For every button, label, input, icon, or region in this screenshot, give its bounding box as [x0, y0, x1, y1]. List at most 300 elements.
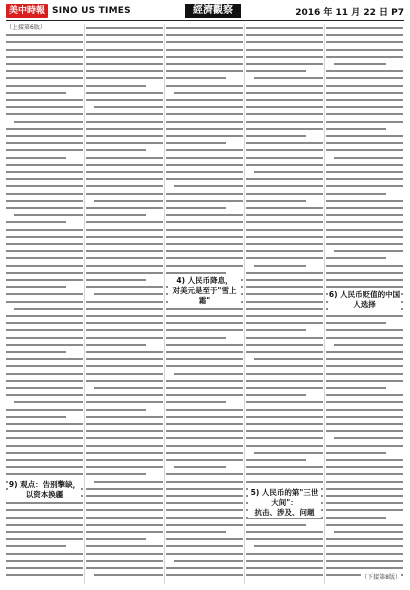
- text-line: [246, 293, 323, 295]
- text-line: [326, 387, 386, 389]
- text-line: [86, 380, 163, 382]
- text-line: [86, 459, 163, 461]
- text-line: [326, 185, 403, 187]
- text-line: [86, 473, 146, 475]
- text-line: [166, 243, 243, 245]
- text-line: [94, 574, 163, 576]
- text-line: [166, 221, 243, 223]
- text-line: [6, 394, 83, 396]
- article-column-3: [166, 24, 243, 584]
- text-line: [86, 128, 163, 130]
- text-line: [6, 286, 66, 288]
- text-line: [326, 99, 403, 101]
- text-line: [6, 358, 83, 360]
- text-line: [246, 121, 323, 123]
- text-line: [166, 250, 243, 252]
- masthead-rule: [6, 20, 404, 21]
- text-line: [6, 157, 66, 159]
- text-line: [6, 164, 83, 166]
- text-line: [166, 164, 243, 166]
- text-line: [326, 214, 403, 216]
- text-line: [6, 243, 83, 245]
- text-line: [326, 200, 403, 202]
- text-line: [86, 157, 163, 159]
- text-line: [246, 416, 323, 418]
- text-line: [86, 394, 163, 396]
- text-line: [6, 553, 83, 555]
- text-line: [246, 560, 323, 562]
- text-line: [326, 279, 403, 281]
- text-line: [326, 77, 403, 79]
- text-line: [6, 257, 83, 259]
- text-line: [246, 214, 323, 216]
- text-line: [254, 452, 323, 454]
- text-line: [94, 481, 163, 483]
- text-line: [166, 524, 243, 526]
- text-line: [86, 142, 163, 144]
- text-line: [86, 85, 146, 87]
- text-line: [86, 495, 163, 497]
- text-line: [326, 207, 403, 209]
- text-line: [86, 70, 163, 72]
- text-line: [86, 243, 163, 245]
- text-line: [6, 466, 83, 468]
- text-line: [334, 157, 403, 159]
- brand: [6, 4, 131, 18]
- text-line: [6, 178, 83, 180]
- text-line: [6, 545, 66, 547]
- article-column-1: [6, 24, 83, 584]
- text-line: [6, 193, 83, 195]
- text-line: [6, 265, 83, 267]
- column-separator: [244, 24, 245, 584]
- text-line: [326, 265, 403, 267]
- text-line: [6, 85, 83, 87]
- text-line: [246, 301, 323, 303]
- text-line: [166, 344, 243, 346]
- text-line: [246, 56, 323, 58]
- text-line: [6, 185, 83, 187]
- text-line: [14, 308, 83, 310]
- text-line: [86, 193, 163, 195]
- text-line: [166, 142, 226, 144]
- text-line: [86, 416, 163, 418]
- text-line: [326, 27, 403, 29]
- text-line: [6, 301, 83, 303]
- text-line: [166, 200, 243, 202]
- text-line: [86, 214, 146, 216]
- text-line: [326, 221, 403, 223]
- text-line: [6, 452, 83, 454]
- text-line: [246, 41, 323, 43]
- text-line: [326, 34, 403, 36]
- text-line: [166, 229, 243, 231]
- text-line: [166, 49, 243, 51]
- text-line: [326, 286, 403, 288]
- text-line: [86, 41, 163, 43]
- text-line: [6, 293, 83, 295]
- text-line: [86, 315, 163, 317]
- text-line: [6, 351, 66, 353]
- text-line: [86, 423, 163, 425]
- date-and-page: 2016 年 11 月 22 日 P7: [295, 7, 404, 18]
- text-line: [6, 560, 83, 562]
- text-line: [166, 365, 243, 367]
- text-line: [166, 394, 243, 396]
- text-line: [86, 113, 163, 115]
- text-line: [6, 49, 83, 51]
- text-line: [86, 272, 163, 274]
- text-line: [6, 77, 83, 79]
- text-line: [246, 308, 323, 310]
- text-line: [326, 149, 403, 151]
- text-line: [166, 538, 243, 540]
- text-line: [6, 445, 83, 447]
- text-line: [246, 236, 323, 238]
- text-line: [86, 207, 163, 209]
- text-line: [246, 70, 306, 72]
- text-line: [6, 574, 83, 576]
- text-line: [326, 70, 403, 72]
- text-line: [6, 416, 66, 418]
- body-text: [86, 24, 163, 584]
- text-line: [174, 373, 243, 375]
- text-line: [326, 394, 403, 396]
- text-line: [246, 49, 323, 51]
- text-line: [246, 337, 323, 339]
- text-line: [86, 437, 163, 439]
- text-line: [86, 560, 163, 562]
- text-line: [14, 214, 83, 216]
- text-line: [6, 524, 83, 526]
- text-line: [326, 135, 403, 137]
- text-line: [6, 63, 83, 65]
- text-line: [6, 344, 83, 346]
- text-line: [246, 315, 323, 317]
- text-line: [6, 437, 83, 439]
- text-line: [94, 106, 163, 108]
- text-line: [326, 567, 403, 569]
- text-line: [326, 423, 403, 425]
- text-line: [86, 135, 163, 137]
- text-line: [246, 142, 323, 144]
- text-line: [246, 401, 323, 403]
- text-line: [94, 293, 163, 295]
- text-line: [326, 365, 403, 367]
- text-line: [326, 49, 403, 51]
- text-line: [166, 171, 243, 173]
- text-line: [326, 236, 403, 238]
- text-line: [166, 459, 243, 461]
- text-line: [86, 63, 163, 65]
- text-line: [326, 164, 403, 166]
- text-line: [246, 423, 323, 425]
- text-line: [326, 272, 403, 274]
- text-line: [326, 142, 403, 144]
- text-line: [246, 459, 306, 461]
- text-line: [6, 41, 83, 43]
- text-line: [246, 279, 323, 281]
- text-line: [86, 27, 163, 29]
- text-line: [326, 193, 386, 195]
- text-line: [326, 358, 403, 360]
- text-line: [326, 538, 403, 540]
- text-line: [86, 430, 163, 432]
- text-line: [6, 315, 83, 317]
- text-line: [86, 301, 163, 303]
- text-line: [166, 34, 243, 36]
- text-line: [246, 27, 323, 29]
- text-line: [166, 387, 243, 389]
- text-line: [86, 401, 163, 403]
- text-line: [326, 351, 403, 353]
- text-line: [166, 322, 243, 324]
- text-line: [14, 121, 83, 123]
- text-line: [166, 531, 226, 533]
- text-line: [166, 445, 243, 447]
- text-line: [86, 409, 146, 411]
- text-line: [334, 531, 403, 533]
- text-line: [246, 574, 323, 576]
- text-line: [166, 452, 243, 454]
- text-line: [246, 373, 323, 375]
- text-line: [326, 243, 403, 245]
- text-line: [246, 351, 323, 353]
- text-line: [86, 250, 163, 252]
- text-line: [326, 560, 403, 562]
- text-line: [246, 164, 323, 166]
- text-line: [6, 409, 83, 411]
- text-line: [246, 250, 323, 252]
- text-line: [326, 113, 403, 115]
- masthead: [6, 3, 404, 19]
- text-line: [246, 437, 323, 439]
- text-line: [86, 34, 163, 36]
- text-line: [166, 553, 243, 555]
- text-line: [86, 452, 163, 454]
- text-line: [166, 207, 226, 209]
- text-line: [174, 466, 226, 468]
- text-line: [166, 567, 243, 569]
- text-line: [246, 567, 323, 569]
- text-line: [86, 121, 163, 123]
- text-line: [166, 315, 243, 317]
- text-line: [86, 265, 163, 267]
- text-line: [6, 272, 83, 274]
- text-line: [86, 185, 163, 187]
- text-line: [246, 128, 323, 130]
- text-line: [326, 488, 403, 490]
- text-line: [326, 495, 403, 497]
- text-line: [246, 229, 323, 231]
- text-line: [86, 351, 163, 353]
- text-line: [166, 178, 243, 180]
- text-line: [326, 315, 403, 317]
- text-line: [246, 92, 323, 94]
- text-line: [246, 85, 323, 87]
- text-line: [326, 329, 403, 331]
- text-line: [166, 351, 243, 353]
- text-line: [246, 531, 323, 533]
- continued-from-note: （上接第6版）: [6, 24, 83, 32]
- text-line: [166, 41, 243, 43]
- text-line: [86, 49, 163, 51]
- text-line: [166, 157, 243, 159]
- text-line: [6, 149, 83, 151]
- text-line: [326, 473, 403, 475]
- text-line: [166, 135, 243, 137]
- text-line: [86, 257, 163, 259]
- text-line: [166, 495, 243, 497]
- text-line: [246, 193, 323, 195]
- column-separator: [324, 24, 325, 584]
- text-line: [326, 178, 403, 180]
- text-line: [6, 365, 83, 367]
- text-line: [86, 358, 163, 360]
- text-line: [326, 509, 403, 511]
- text-line: [86, 279, 146, 281]
- text-line: [86, 344, 146, 346]
- text-line: [6, 221, 66, 223]
- text-line: [166, 113, 243, 115]
- text-line: [6, 430, 83, 432]
- subheading-4: 6) 人民币贬值的中国人选择: [328, 290, 401, 309]
- text-line: [326, 524, 403, 526]
- text-line: [246, 135, 306, 137]
- text-line: [166, 337, 226, 339]
- text-line: [166, 77, 226, 79]
- text-line: [246, 538, 323, 540]
- text-line: [86, 322, 163, 324]
- text-line: [326, 553, 403, 555]
- text-line: [6, 538, 83, 540]
- text-line: [246, 207, 323, 209]
- text-line: [6, 99, 83, 101]
- text-line: [86, 531, 163, 533]
- text-line: [326, 452, 386, 454]
- text-line: [246, 149, 323, 151]
- text-line: [166, 380, 243, 382]
- text-line: [246, 394, 306, 396]
- text-line: [254, 171, 323, 173]
- text-line: [166, 574, 243, 576]
- text-line: [254, 265, 306, 267]
- text-line: [6, 531, 83, 533]
- text-line: [6, 387, 83, 389]
- text-line: [166, 272, 226, 274]
- text-line: [86, 524, 163, 526]
- text-line: [166, 106, 243, 108]
- text-line: [166, 121, 243, 123]
- text-line: [246, 481, 323, 483]
- text-line: [86, 365, 163, 367]
- text-line: [166, 488, 243, 490]
- text-line: [86, 92, 163, 94]
- text-line: [86, 164, 163, 166]
- text-line: [86, 308, 163, 310]
- text-line: [326, 380, 403, 382]
- subheading-2: 4) 人民币降息， 对美元是至于"雪上霜": [168, 276, 241, 306]
- text-line: [6, 373, 83, 375]
- brand-name-en: SINO US TIMES: [52, 6, 131, 16]
- text-line: [246, 99, 323, 101]
- text-line: [6, 329, 83, 331]
- text-line: [86, 567, 163, 569]
- text-line: [246, 272, 323, 274]
- text-line: [326, 85, 403, 87]
- text-line: [166, 502, 243, 504]
- column-separator: [164, 24, 165, 584]
- text-line: [326, 56, 403, 58]
- text-line: [246, 329, 306, 331]
- text-line: [334, 344, 403, 346]
- text-line: [86, 329, 163, 331]
- text-line: [174, 92, 243, 94]
- text-line: [326, 121, 403, 123]
- article-column-2: [86, 24, 163, 584]
- text-line: [326, 445, 403, 447]
- text-line: [6, 236, 83, 238]
- section-title: 經濟觀察: [185, 4, 241, 18]
- brand-logo-cn: 美中時報: [6, 4, 48, 18]
- text-line: [14, 401, 83, 403]
- text-line: [326, 517, 386, 519]
- text-line: [6, 200, 83, 202]
- subheading-3: 5) 人民币的第"三世大间"： 抗击、涉及、问题: [248, 488, 321, 518]
- text-line: [6, 502, 83, 504]
- text-line: [246, 344, 323, 346]
- text-line: [246, 106, 323, 108]
- text-line: [166, 358, 243, 360]
- text-line: [86, 466, 163, 468]
- text-line: [6, 509, 83, 511]
- text-line: [86, 509, 163, 511]
- text-line: [6, 517, 83, 519]
- text-line: [166, 149, 243, 151]
- text-line: [86, 221, 163, 223]
- text-line: [86, 236, 163, 238]
- text-line: [246, 63, 323, 65]
- text-line: [166, 409, 243, 411]
- text-line: [326, 373, 403, 375]
- text-line: [326, 229, 403, 231]
- text-line: [166, 481, 243, 483]
- text-line: [166, 329, 243, 331]
- text-line: [246, 409, 323, 411]
- article-column-5: [326, 24, 403, 584]
- text-line: [174, 185, 243, 187]
- text-line: [326, 322, 386, 324]
- text-line: [326, 430, 403, 432]
- text-line: [246, 322, 323, 324]
- text-line: [86, 178, 163, 180]
- text-line: [166, 416, 243, 418]
- text-line: [326, 502, 403, 504]
- text-line: [246, 221, 323, 223]
- text-line: [326, 257, 386, 259]
- text-line: [254, 545, 323, 547]
- text-line: [326, 481, 403, 483]
- text-line: [86, 517, 163, 519]
- text-line: [246, 286, 323, 288]
- continued-on-note: （下接第8版）: [361, 574, 401, 581]
- text-line: [86, 56, 163, 58]
- text-line: [334, 63, 386, 65]
- text-line: [6, 229, 83, 231]
- text-line: [86, 545, 163, 547]
- text-line: [326, 466, 403, 468]
- text-line: [166, 128, 243, 130]
